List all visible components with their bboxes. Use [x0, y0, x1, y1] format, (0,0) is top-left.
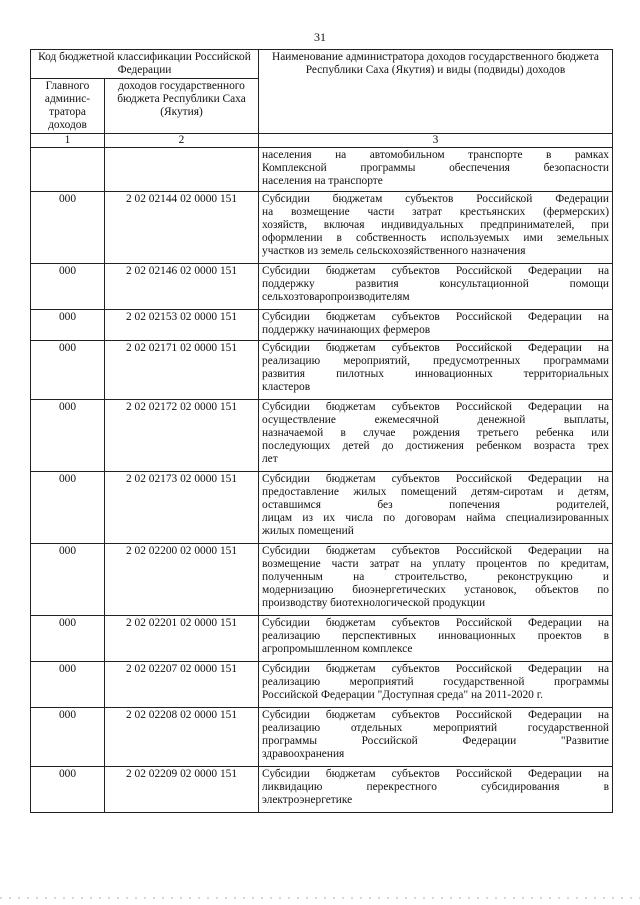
description-line: реализацию отдельных мероприятий государственной: [262, 722, 609, 734]
table-row: [31, 148, 613, 192]
revenue-description-cell: [259, 310, 613, 341]
description-line: Субсидии бюджетам субъектов Российской Федерации: [262, 193, 609, 205]
table-row: [31, 616, 613, 662]
description-line: здравоохранения: [262, 748, 345, 760]
revenue-code-cell: [105, 148, 259, 192]
description-line: предоставление жилых помещений детям-сиротам и детям,: [262, 486, 609, 498]
description-line: оставшимся без попечения родителей,: [262, 499, 609, 511]
description-line: программы Российской Федерации "Развитие: [262, 735, 609, 747]
table-body: [31, 148, 613, 813]
description-line: Субсидии бюджетам субъектов Российской Федерации на: [262, 473, 609, 485]
table-row: [31, 472, 613, 544]
header-administrator-name: Наименование администратора доходов государственного бюджета Республики Саха (Якутия) и виды (подвиды) доходов: [259, 50, 613, 134]
column-number-1: 1: [31, 134, 105, 148]
revenue-code-cell: 2 02 02171 02 0000 151: [105, 341, 259, 400]
column-number-3: 3: [259, 134, 613, 148]
description-line: модернизацию биоэнергетических установок, объектов по: [262, 584, 609, 596]
description-line: реализацию перспективных инновационных проектов в: [262, 630, 609, 642]
revenue-code-cell: 2 02 02146 02 0000 151: [105, 264, 259, 310]
revenue-code-cell: 2 02 02153 02 0000 151: [105, 310, 259, 341]
revenue-code-cell: 2 02 02208 02 0000 151: [105, 708, 259, 767]
description-line: возмещение части затрат на уплату процентов по кредитам,: [262, 558, 609, 570]
description-line: Субсидии бюджетам субъектов Российской Федерации на: [262, 709, 609, 721]
description-line: поддержку развития консультационной помощи: [262, 278, 609, 290]
revenue-description-cell: [259, 662, 613, 708]
description-line: электроэнергетике: [262, 794, 353, 806]
revenue-code-cell: 2 02 02172 02 0000 151: [105, 400, 259, 472]
description-line: Субсидии бюджетам субъектов Российской Федерации на: [262, 342, 609, 354]
description-line: на возмещение части затрат крестьянских (фермерских): [262, 206, 609, 218]
revenue-description-cell: [259, 192, 613, 264]
column-number-2: 2: [105, 134, 259, 148]
description-line: сельхозтоваропроизводителям: [262, 291, 410, 303]
description-line: Субсидии бюджетам субъектов Российской Федерации на: [262, 401, 609, 413]
table-row: [31, 544, 613, 616]
description-line: полученным на строительство, реконструкцию и: [262, 571, 609, 583]
admin-code-cell: 000: [31, 192, 105, 264]
table-row: [31, 400, 613, 472]
description-line: Комплексной программы обеспечения безопасности: [262, 162, 609, 174]
table-row: [31, 662, 613, 708]
description-line: последующих детей до достижения ребенком возраста трех: [262, 440, 609, 452]
description-line: осуществление ежемесячной денежной выплаты,: [262, 414, 609, 426]
table-row: [31, 310, 613, 341]
description-line: назначаемой в случае рождения третьего ребенка или: [262, 427, 609, 439]
table-row: [31, 708, 613, 767]
admin-code-cell: 000: [31, 341, 105, 400]
description-line: Субсидии бюджетам субъектов Российской Федерации на: [262, 545, 609, 557]
scan-artifact-line: [0, 897, 640, 899]
admin-code-cell: 000: [31, 472, 105, 544]
description-line: Субсидии бюджетам субъектов Российской Федерации на: [262, 617, 609, 629]
description-line: поддержку начинающих фермеров: [262, 324, 431, 336]
revenue-code-cell: 2 02 02201 02 0000 151: [105, 616, 259, 662]
header-revenue-code: доходов государственного бюджета Республики Саха (Якутия): [105, 79, 259, 134]
description-line: лет: [262, 453, 278, 465]
admin-code-cell: [31, 148, 105, 192]
revenue-description-cell: [259, 148, 613, 192]
revenue-code-cell: 2 02 02207 02 0000 151: [105, 662, 259, 708]
description-line: производству биотехнологической продукции: [262, 597, 486, 609]
budget-classification-table: [30, 49, 613, 813]
revenue-description-cell: [259, 400, 613, 472]
revenue-code-cell: 2 02 02144 02 0000 151: [105, 192, 259, 264]
revenue-description-cell: [259, 708, 613, 767]
page-number: 31: [314, 30, 326, 44]
header-main-administrator: Главного админис-тратора доходов: [31, 79, 105, 134]
table-row: [31, 767, 613, 813]
revenue-description-cell: [259, 264, 613, 310]
revenue-description-cell: [259, 767, 613, 813]
description-line: лицам из их числа по договорам найма специализированных: [262, 512, 609, 524]
description-line: оформлении в собственность используемых ими земельных: [262, 232, 609, 244]
description-line: Субсидии бюджетам субъектов Российской Федерации на: [262, 768, 609, 780]
description-line: Субсидии бюджетам субъектов Российской Федерации на: [262, 663, 609, 675]
description-line: ликвидацию перекрестного субсидирования в: [262, 781, 609, 793]
admin-code-cell: 000: [31, 544, 105, 616]
revenue-code-cell: 2 02 02173 02 0000 151: [105, 472, 259, 544]
admin-code-cell: 000: [31, 616, 105, 662]
revenue-description-cell: [259, 341, 613, 400]
description-line: Субсидии бюджетам субъектов Российской Федерации на: [262, 265, 609, 277]
admin-code-cell: 000: [31, 310, 105, 341]
description-line: хозяйств, включая индивидуальных предпринимателей, при: [262, 219, 609, 231]
description-line: Российской Федерации "Доступная среда" на 2011-2020 г.: [262, 689, 543, 701]
description-line: населения на автомобильном транспорте в рамках: [262, 149, 609, 161]
header-budget-code: Код бюджетной классификации Российской Федерации: [31, 50, 259, 79]
admin-code-cell: 000: [31, 662, 105, 708]
revenue-description-cell: [259, 472, 613, 544]
table-row: [31, 192, 613, 264]
admin-code-cell: 000: [31, 264, 105, 310]
revenue-description-cell: [259, 544, 613, 616]
description-line: агропромышленном комплексе: [262, 643, 413, 655]
table-row: [31, 341, 613, 400]
table-row: [31, 264, 613, 310]
description-line: реализацию мероприятий, предусмотренных программами: [262, 355, 609, 367]
description-line: кластеров: [262, 381, 311, 393]
description-line: участков из земель сельскохозяйственного назначения: [262, 245, 526, 257]
description-line: реализацию мероприятий государственной программы: [262, 676, 609, 688]
revenue-code-cell: 2 02 02209 02 0000 151: [105, 767, 259, 813]
description-line: населения на транспорте: [262, 175, 383, 187]
description-line: развития пилотных инновационных территориальных: [262, 368, 609, 380]
admin-code-cell: 000: [31, 400, 105, 472]
admin-code-cell: 000: [31, 708, 105, 767]
description-line: жилых помещений: [262, 525, 354, 537]
revenue-code-cell: 2 02 02200 02 0000 151: [105, 544, 259, 616]
description-line: Субсидии бюджетам субъектов Российской Федерации на: [262, 311, 609, 323]
revenue-description-cell: [259, 616, 613, 662]
admin-code-cell: 000: [31, 767, 105, 813]
